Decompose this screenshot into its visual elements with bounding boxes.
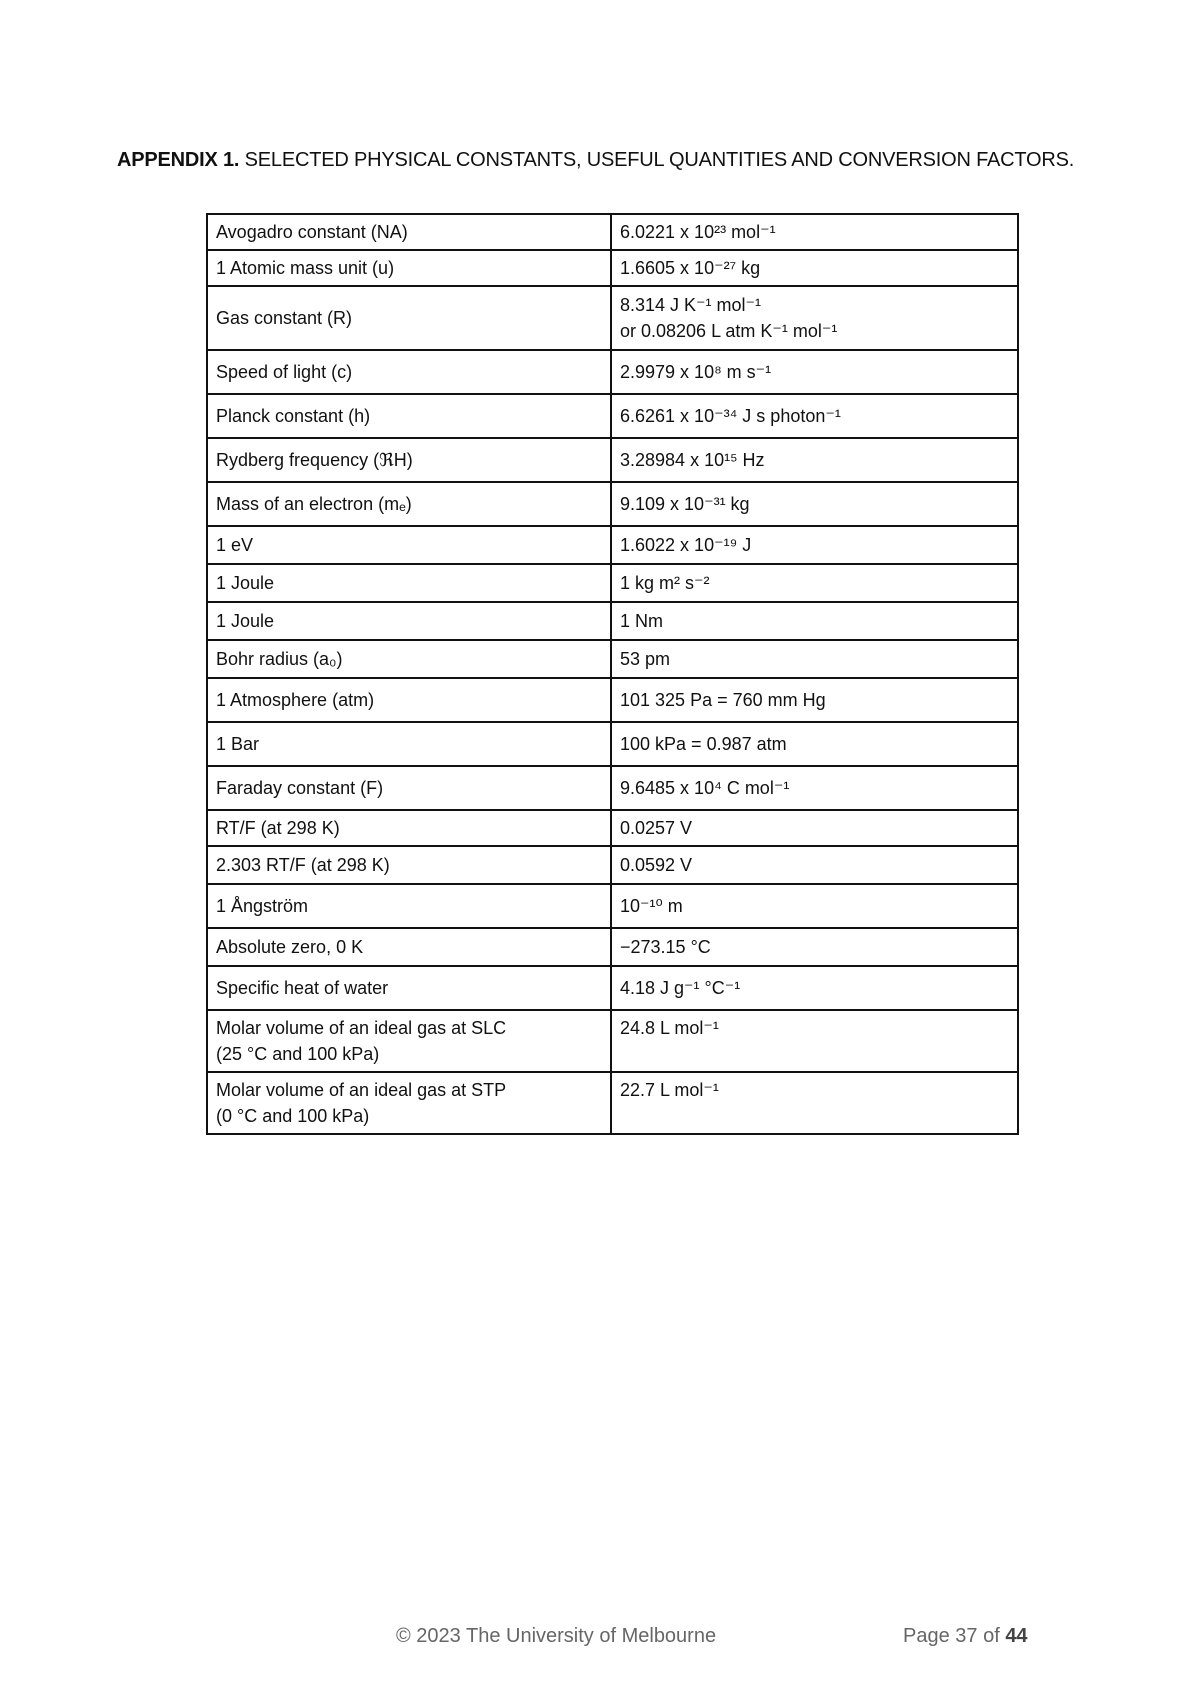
value-text: 6.6261 x 10⁻³⁴ J s photon⁻¹: [620, 406, 841, 426]
quantity-cell: [207, 766, 611, 810]
quantity-text: 1 eV: [216, 535, 254, 555]
value-cell: [611, 394, 1018, 438]
value-cell: [611, 214, 1018, 250]
value-cell: [611, 564, 1018, 602]
value-cell: [611, 966, 1018, 1010]
quantity-cell: [207, 250, 611, 286]
quantity-text: Faraday constant (F): [216, 778, 384, 798]
table-row: [207, 250, 1018, 286]
quantity-text: Molar volume of an ideal gas at STP: [216, 1080, 507, 1100]
quantity-text: 1 Joule: [216, 611, 275, 631]
value-text: 1.6022 x 10⁻¹⁹ J: [620, 535, 752, 555]
quantity-text: 1 Bar: [216, 734, 260, 754]
quantity-text: Avogadro constant (NA): [216, 222, 408, 242]
quantity-text: Absolute zero, 0 K: [216, 937, 364, 957]
table-row: [207, 928, 1018, 966]
table-row: [207, 1072, 1018, 1134]
value-cell: [611, 286, 1018, 350]
quantity-cell: [207, 928, 611, 966]
quantity-text: Gas constant (R): [216, 308, 353, 328]
value-cell: [611, 438, 1018, 482]
value-cell: [611, 482, 1018, 526]
value-text: 0.0257 V: [620, 818, 693, 838]
value-cell: [611, 928, 1018, 966]
quantity-text: 1 Joule: [216, 573, 275, 593]
table-row: [207, 602, 1018, 640]
table-row: [207, 810, 1018, 846]
value-cell: [611, 846, 1018, 884]
table-row: [207, 564, 1018, 602]
quantity-text: (25 °C and 100 kPa): [216, 1044, 380, 1064]
table-row: [207, 640, 1018, 678]
quantity-cell: [207, 810, 611, 846]
value-cell: [611, 350, 1018, 394]
quantity-text: 1 Atomic mass unit (u): [216, 258, 395, 278]
quantity-cell: [207, 966, 611, 1010]
value-text: 100 kPa = 0.987 atm: [620, 734, 787, 754]
value-text: 6.0221 x 10²³ mol⁻¹: [620, 222, 776, 242]
value-text: 0.0592 V: [620, 855, 693, 875]
quantity-cell: [207, 482, 611, 526]
appendix-title: SELECTED PHYSICAL CONSTANTS, USEFUL QUANTITIES AND CONVERSION FACTORS.: [239, 149, 1075, 171]
quantity-cell: [207, 214, 611, 250]
quantity-cell: [207, 286, 611, 350]
value-cell: [611, 722, 1018, 766]
quantity-cell: [207, 350, 611, 394]
quantity-cell: [207, 526, 611, 564]
appendix-label: APPENDIX 1.: [117, 149, 240, 171]
value-cell: [611, 250, 1018, 286]
constants-table-body: [207, 214, 1018, 1134]
footer-copyright: © 2023 The University of Melbourne: [396, 1625, 717, 1647]
quantity-text: Speed of light (c): [216, 362, 353, 382]
table-row: [207, 766, 1018, 810]
table-row: [207, 526, 1018, 564]
table-row: [207, 722, 1018, 766]
value-text: 2.9979 x 10⁸ m s⁻¹: [620, 362, 772, 382]
value-text: −273.15 °C: [620, 937, 711, 957]
table-row: [207, 394, 1018, 438]
quantity-cell: [207, 1010, 611, 1072]
table-row: [207, 884, 1018, 928]
value-text: 101 325 Pa = 760 mm Hg: [620, 690, 826, 710]
value-cell: [611, 602, 1018, 640]
value-text: 10⁻¹⁰ m: [620, 896, 683, 916]
table-row: [207, 438, 1018, 482]
table-row: [207, 286, 1018, 350]
table-row: [207, 678, 1018, 722]
quantity-cell: [207, 846, 611, 884]
table-row: [207, 350, 1018, 394]
value-text: 1 Nm: [620, 611, 664, 631]
table-row: [207, 846, 1018, 884]
page-prefix: Page 37 of: [903, 1625, 1006, 1647]
quantity-text: 1 Atmosphere (atm): [216, 690, 375, 710]
quantity-cell: [207, 884, 611, 928]
quantity-text: RT/F (at 298 K): [216, 818, 340, 838]
value-text: or 0.08206 L atm K⁻¹ mol⁻¹: [620, 321, 838, 341]
quantity-cell: [207, 564, 611, 602]
quantity-text: (0 °C and 100 kPa): [216, 1106, 370, 1126]
page-total: 44: [1005, 1625, 1028, 1647]
value-text: 22.7 L mol⁻¹: [620, 1080, 719, 1100]
value-cell: [611, 884, 1018, 928]
value-text: 3.28984 x 10¹⁵ Hz: [620, 450, 765, 470]
value-cell: [611, 766, 1018, 810]
quantity-text: Bohr radius (a₀): [216, 649, 343, 669]
quantity-text: Rydberg frequency (ℜH): [216, 450, 413, 470]
value-text: 4.18 J g⁻¹ °C⁻¹: [620, 978, 741, 998]
value-text: 24.8 L mol⁻¹: [620, 1018, 719, 1038]
quantity-cell: [207, 640, 611, 678]
value-text: 53 pm: [620, 649, 671, 669]
value-text: 1.6605 x 10⁻²⁷ kg: [620, 258, 761, 278]
value-text: 8.314 J K⁻¹ mol⁻¹: [620, 295, 762, 315]
table-row: [207, 214, 1018, 250]
quantity-cell: [207, 678, 611, 722]
constants-table: [206, 213, 1019, 1135]
table-row: [207, 966, 1018, 1010]
quantity-cell: [207, 1072, 611, 1134]
quantity-text: 1 Ångström: [216, 896, 309, 916]
quantity-cell: [207, 438, 611, 482]
appendix-heading: [117, 144, 1077, 176]
value-cell: [611, 1072, 1018, 1134]
table-row: [207, 1010, 1018, 1072]
quantity-cell: [207, 722, 611, 766]
value-cell: [611, 1010, 1018, 1072]
quantity-text: 2.303 RT/F (at 298 K): [216, 855, 390, 875]
quantity-cell: [207, 394, 611, 438]
value-text: 1 kg m² s⁻²: [620, 573, 710, 593]
value-text: 9.6485 x 10⁴ C mol⁻¹: [620, 778, 790, 798]
quantity-cell: [207, 602, 611, 640]
quantity-text: Planck constant (h): [216, 406, 371, 426]
footer-page-number: [903, 1625, 1028, 1648]
quantity-text: Mass of an electron (mₑ): [216, 494, 412, 514]
table-row: [207, 482, 1018, 526]
value-text: 9.109 x 10⁻³¹ kg: [620, 494, 750, 514]
value-cell: [611, 526, 1018, 564]
quantity-text: Specific heat of water: [216, 978, 389, 998]
value-cell: [611, 810, 1018, 846]
value-cell: [611, 640, 1018, 678]
value-cell: [611, 678, 1018, 722]
quantity-text: Molar volume of an ideal gas at SLC: [216, 1018, 507, 1038]
